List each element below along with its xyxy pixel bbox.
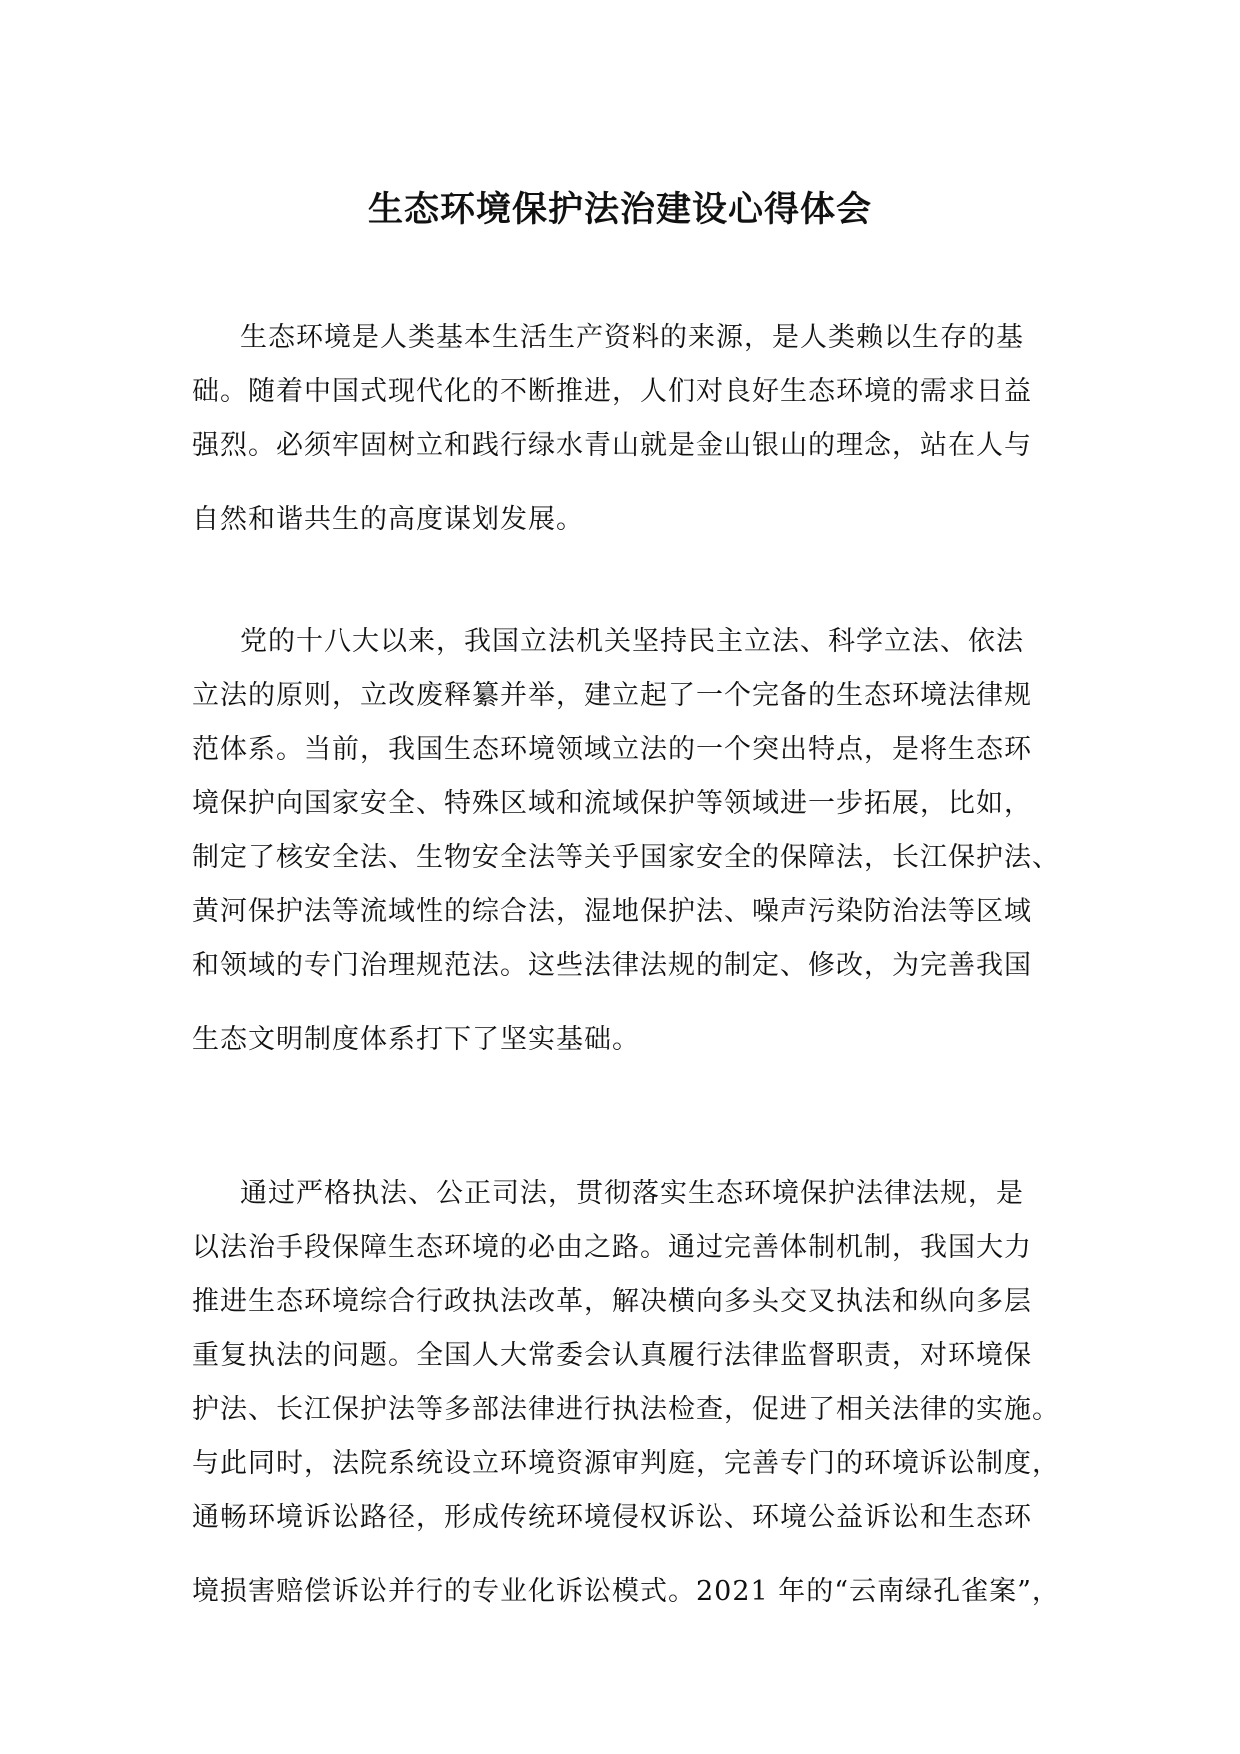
- document-title: 生态环境保护法治建设心得体会: [367, 190, 872, 230]
- paragraph-1-line-4: 自然和谐共生的高度谋划发展。: [192, 504, 584, 535]
- paragraph-3-line-6: 与此同时，法院系统设立环境资源审判庭，完善专门的环境诉讼制度，: [192, 1448, 1060, 1479]
- paragraph-3-line-5: 护法、长江保护法等多部法律进行执法检查，促进了相关法律的实施。: [192, 1394, 1060, 1425]
- paragraph-2-line-1: 党的十八大以来，我国立法机关坚持民主立法、科学立法、依法: [240, 626, 1024, 657]
- paragraph-1-line-3: 强烈。必须牢固树立和践行绿水青山就是金山银山的理念，站在人与: [192, 430, 1032, 461]
- paragraph-2-line-7: 和领域的专门治理规范法。这些法律法规的制定、修改，为完善我国: [192, 950, 1032, 981]
- paragraph-2-line-4: 境保护向国家安全、特殊区域和流域保护等领域进一步拓展，比如，: [192, 788, 1032, 819]
- paragraph-2-line-5: 制定了核安全法、生物安全法等关乎国家安全的保障法，长江保护法、: [192, 842, 1060, 873]
- paragraph-3-line-7: 通畅环境诉讼路径，形成传统环境侵权诉讼、环境公益诉讼和生态环: [192, 1502, 1032, 1533]
- paragraph-2-line-8: 生态文明制度体系打下了坚实基础。: [192, 1024, 640, 1055]
- paragraph-3-line-8: 境损害赔偿诉讼并行的专业化诉讼模式。2021 年的“云南绿孔雀案”，: [192, 1576, 1060, 1607]
- paragraph-3-line-2: 以法治手段保障生态环境的必由之路。通过完善体制机制，我国大力: [192, 1232, 1032, 1263]
- paragraph-3-line-3: 推进生态环境综合行政执法改革，解决横向多头交叉执法和纵向多层: [192, 1286, 1032, 1317]
- paragraph-2-line-3: 范体系。当前，我国生态环境领域立法的一个突出特点，是将生态环: [192, 734, 1032, 765]
- paragraph-2-line-2: 立法的原则，立改废释纂并举，建立起了一个完备的生态环境法律规: [192, 680, 1032, 711]
- paragraph-2-line-6: 黄河保护法等流域性的综合法，湿地保护法、噪声污染防治法等区域: [192, 896, 1032, 927]
- paragraph-3-line-1: 通过严格执法、公正司法，贯彻落实生态环境保护法律法规，是: [240, 1178, 1024, 1209]
- paragraph-1-line-2: 础。随着中国式现代化的不断推进，人们对良好生态环境的需求日益: [192, 376, 1032, 407]
- paragraph-1-line-1: 生态环境是人类基本生活生产资料的来源，是人类赖以生存的基: [240, 322, 1024, 353]
- paragraph-3-line-4: 重复执法的问题。全国人大常委会认真履行法律监督职责，对环境保: [192, 1340, 1032, 1371]
